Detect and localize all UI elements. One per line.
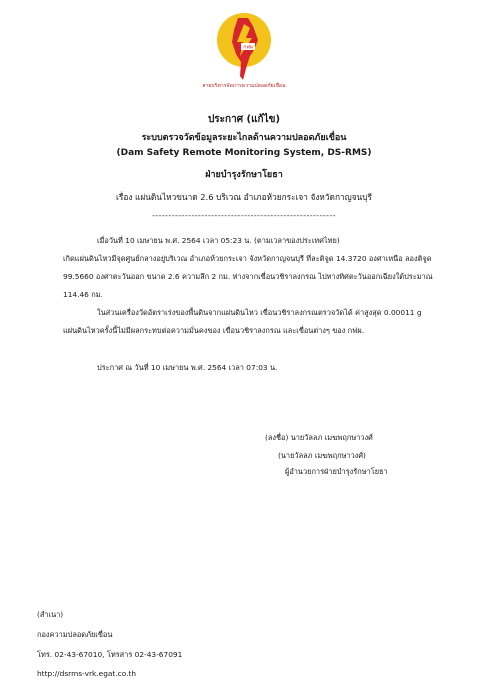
footer-phone: โทร. 02-43-67010, โทรสาร 02-43-67091 [37, 650, 183, 659]
department-name: ฝ่ายบำรุงรักษาโยธา [205, 170, 283, 180]
earthquake-details-paragraph [63, 232, 453, 304]
paragraph-line: 114.46 กม. [63, 290, 103, 299]
system-name-english: (Dam Safety Remote Monitoring System, DS-RMS) [116, 148, 372, 158]
paragraph-line: เกิดแผ่นดินไหวมีจุดศูนย์กลางอยู่บริเวณ อำเภอห้วยกระเจา จังหวัดกาญจนบุรี ที่ละติจูด 14.3720 องศาเหนือ ลองติจูด [63, 254, 432, 263]
logo-badge-text: กฟผ [243, 44, 253, 51]
subject-line: เรื่อง แผ่นดินไหวขนาด 2.6 บริเวณ อำเภอห้วยกระเจา จังหวัดกาญจนบุรี [116, 192, 372, 202]
announce-date: ประกาศ ณ วันที่ 10 เมษายน พ.ศ. 2564 เวลา 07:03 น. [97, 363, 278, 372]
paragraph-line: ในส่วนเครื่องวัดอัตราเร่งของพื้นดินจากแผ่นดินไหว เขื่อนวชิราลงกรณตรวจวัดได้ ค่าสูงสุด 0.00011 g [97, 308, 422, 317]
logo-caption: สายบริหารจัดการความปลอดภัยเขื่อน [202, 83, 286, 89]
footer-copy-label: (สำเนา) [37, 610, 64, 619]
footer-url-link[interactable]: http://dsrms-vrk.egat.co.th [37, 669, 137, 678]
impact-paragraph [63, 304, 453, 340]
paragraph-line: แผ่นดินไหวครั้งนี้ไม่มีผลกระทบต่อความมั่นคงของ เขื่อนวชิราลงกรณ และเขื่อนต่างๆ ของ กฟผ. [63, 326, 365, 335]
paragraph-line: 99.5660 องศาตะวันออก ขนาด 2.6 ความลึก 2 กม. ห่างจากเขื่อนวชิราลงกรณ ไปทางทิศตะวันออกเฉียงใต้ประมาณ [63, 272, 433, 281]
paragraph-line: เมื่อวันที่ 10 เมษายน พ.ศ. 2564 เวลา 05:23 น. (ตามเวลาของประเทศไทย) [97, 236, 340, 245]
signatory-position: ผู้อำนวยการฝ่ายบำรุงรักษาโยธา [285, 467, 388, 476]
system-name-thai: ระบบตรวจวัดข้อมูลระยะไกลด้านความปลอดภัยเขื่อน [141, 133, 347, 143]
divider-line: -------------------------------------------------------- [151, 211, 337, 220]
page-title: ประกาศ (แก้ไข) [207, 114, 281, 125]
footer-division: กองความปลอดภัยเขื่อน [37, 630, 113, 639]
signatory-name: (นายวัลลภ เมฆพฤกษาวงศ์) [278, 451, 366, 460]
signature-line: (ลงชื่อ) นายวัลลภ เมฆพฤกษาวงศ์ [265, 433, 373, 442]
